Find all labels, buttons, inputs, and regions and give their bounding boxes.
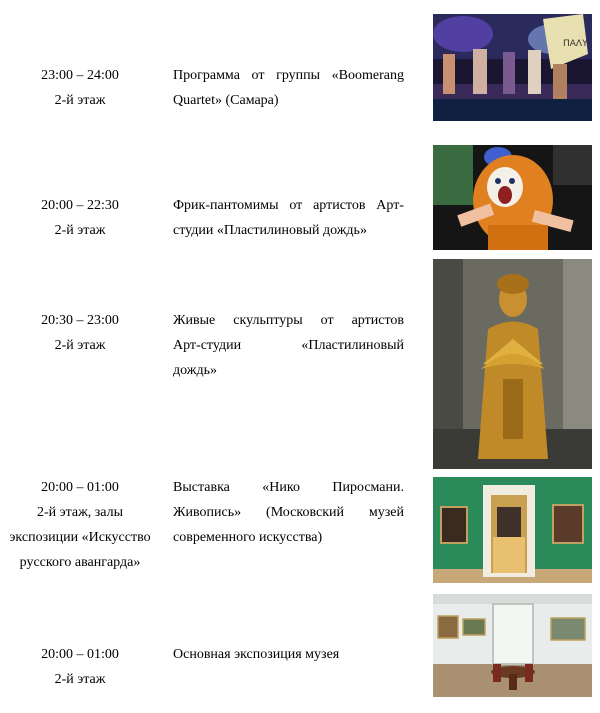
event-time-place (0, 642, 160, 692)
concert-stage-photo (433, 14, 592, 121)
event-place: 2-й этаж (54, 338, 106, 353)
description-line: Quartet» (Самара) (173, 93, 279, 108)
event-time-place (0, 475, 160, 575)
description-line: Основная экспозиция музея (173, 647, 340, 662)
event-time: 23:00 – 24:00 (41, 68, 119, 83)
svg-text:ΠΑΛΥ: ΠΑΛΥ (563, 39, 588, 49)
description-line: студии «Пластилиновый дождь» (173, 223, 367, 238)
event-place: 2-й этаж (54, 93, 106, 108)
event-time: 20:00 – 22:30 (41, 198, 119, 213)
event-description (173, 193, 404, 243)
clown-mime-photo (433, 145, 592, 250)
event-place: экспозиции «Искусство (9, 530, 151, 545)
event-time: 20:30 – 23:00 (41, 313, 119, 328)
event-time-place (0, 193, 160, 243)
event-place: 2-й этаж, залы (36, 505, 124, 520)
description-line: современного искусства) (173, 530, 323, 545)
golden-living-statue-photo (433, 259, 592, 469)
event-place: 2-й этаж (54, 672, 106, 687)
event-place: 2-й этаж (54, 223, 106, 238)
description-line: дождь» (173, 363, 217, 378)
event-description (173, 308, 404, 383)
description-line: Фрик-пантомимы от артистов Арт- (173, 198, 404, 213)
event-description (173, 475, 404, 550)
event-time-place (0, 308, 160, 358)
event-place: русского авангарда» (19, 555, 141, 570)
event-time: 20:00 – 01:00 (41, 647, 119, 662)
event-time-place (0, 63, 160, 113)
green-gallery-hall-photo (433, 477, 592, 583)
description-line: Живые скульптуры от артистов (173, 313, 404, 328)
event-description (173, 642, 404, 667)
description-line: Арт-студии «Пластилиновый (173, 338, 404, 353)
description-line: Программа от группы «Boomerang (173, 68, 404, 83)
event-description (173, 63, 404, 113)
description-line: Выставка «Нико Пиросмани. (173, 480, 404, 495)
description-line: Живопись» (Московский музей (173, 505, 404, 520)
event-time: 20:00 – 01:00 (41, 480, 119, 495)
museum-interior-photo (433, 594, 592, 697)
